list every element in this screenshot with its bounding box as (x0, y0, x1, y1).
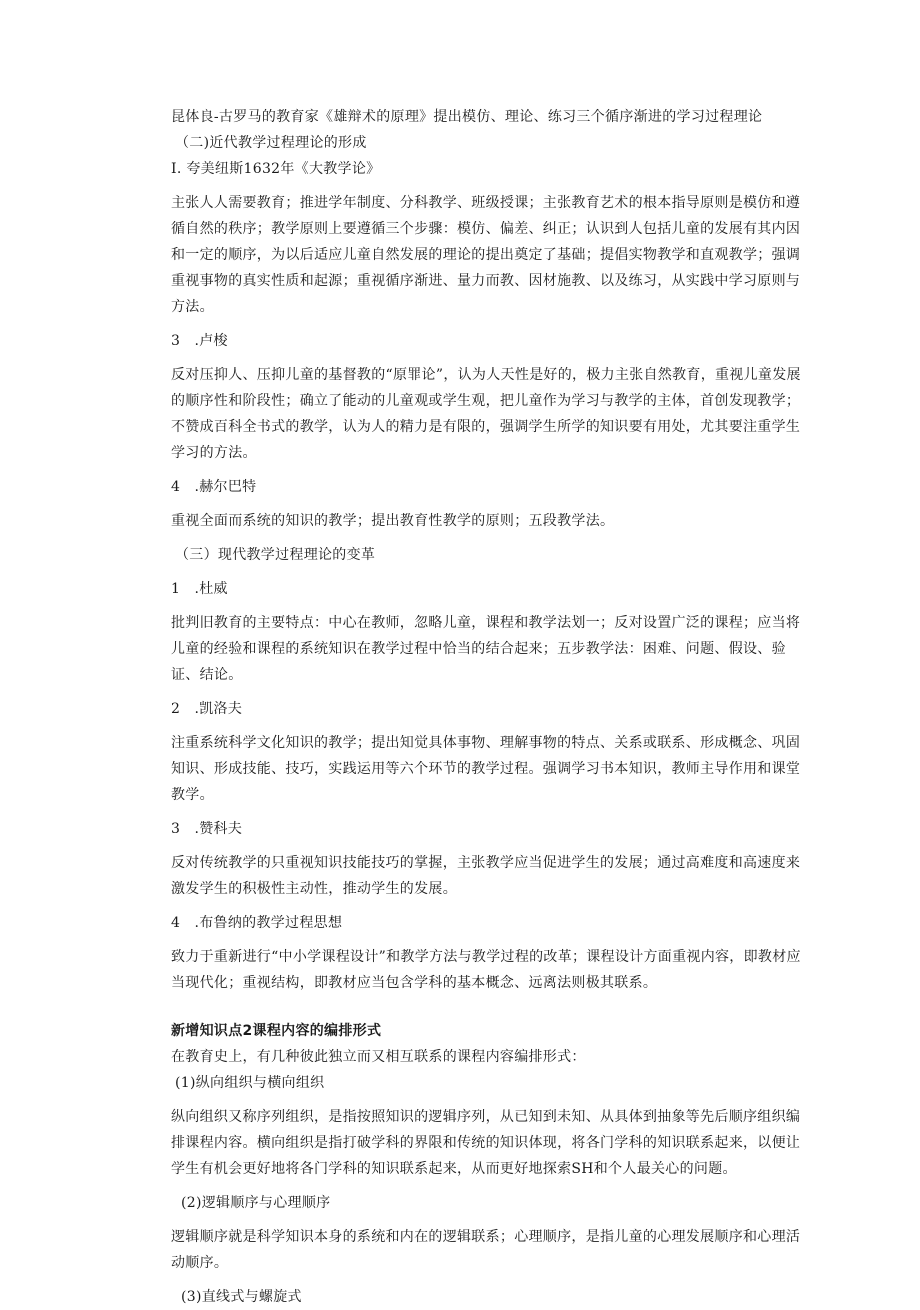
heading-zankov: 3 .赞科夫 (171, 821, 243, 837)
paragraph-intro: 在教育史上，有几种彼此独立而又相互联系的课程内容编排形式： (171, 1049, 586, 1065)
heading-contemporary-theory: （三）现代教学过程理论的变革 (175, 547, 376, 563)
paragraph-logical-psychological: 逻辑顺序就是科学知识本身的系统和内在的逻辑联系；心理顺序，是指儿童的心理发展顺序和心理活动顺序。 (171, 1229, 801, 1271)
paragraph-dewey: 批判旧教育的主要特点：中心在教师，忽略儿童，课程和教学法划一；反对设置广泛的课程；应当将儿童的经验和课程的系统知识在教学过程中恰当的结合起来；五步教学法：困难、问题、假设、验证、结论。 (171, 615, 801, 683)
heading-bruner: 4 .布鲁纳的教学过程思想 (171, 915, 343, 931)
heading-comenius: I. 夸美纽斯1632年《大教学论》 (171, 161, 381, 177)
heading-herbart: 4 .赫尔巴特 (171, 479, 257, 495)
paragraph-kairov: 注重系统科学文化知识的教学；提出知觉具体事物、理解事物的特点、关系或联系、形成概念、巩固知识、形成技能、技巧，实践运用等六个环节的教学过程。强调学习书本知识，教师主导作用和课堂教学。 (171, 735, 801, 803)
paragraph-vertical-horizontal: 纵向组织又称序列组织，是指按照知识的逻辑序列，从已知到未知、从具体到抽象等先后顺序组织编排课程内容。横向组织是指打破学科的界限和传统的知识体现，将各门学科的知识联系起来，以便让学生有机会更好地将各门学科的知识联系起来，从而更好地探索SH和个人最关心的问题。 (171, 1109, 801, 1177)
paragraph-zankov: 反对传统教学的只重视知识技能技巧的掌握，主张教学应当促进学生的发展；通过高难度和高速度来激发学生的积极性主动性，推动学生的发展。 (171, 855, 801, 897)
heading-kairov: 2 .凯洛夫 (171, 701, 243, 717)
section-heading-new-point: 新增知识点2课程内容的编排形式 (171, 1023, 382, 1039)
paragraph-quintilian: 昆体良-古罗马的教育家《雄辩术的原理》提出模仿、理论、练习三个循序渐进的学习过程理论 (171, 109, 763, 125)
paragraph-bruner: 致力于重新进行“中小学课程设计”和教学方法与教学过程的改革；课程设计方面重视内容，即教材应当现代化；重视结构，即教材应当包含学科的基本概念、远离法则极其联系。 (171, 949, 801, 991)
heading-logical-psychological: (2)逻辑顺序与心理顺序 (181, 1195, 331, 1211)
heading-rousseau: 3 .卢梭 (171, 333, 228, 349)
paragraph-rousseau: 反对压抑人、压抑儿童的基督教的“原罪论”，认为人天性是好的，极力主张自然教育，重视儿童发展的顺序性和阶段性；确立了能动的儿童观或学生观，把儿童作为学习与教学的主体，首创发现教学；不赞成百科全书式的教学，认为人的精力是有限的，强调学生所学的知识要有用处，尤其要注重学生学习的方法。 (171, 367, 801, 461)
document-body (171, 104, 811, 1310)
paragraph-herbart: 重视全面而系统的知识的教学；提出教育性教学的原则；五段教学法。 (171, 513, 615, 529)
heading-linear-spiral: (3)直线式与螺旋式 (181, 1289, 302, 1305)
heading-vertical-horizontal: (1)纵向组织与横向组织 (175, 1075, 325, 1091)
heading-modern-theory: （二)近代教学过程理论的形成 (175, 135, 367, 151)
heading-dewey: 1 .杜威 (171, 581, 228, 597)
paragraph-comenius: 主张人人需要教育；推进学年制度、分科教学、班级授课；主张教育艺术的根本指导原则是模仿和遵循自然的秩序；教学原则上要遵循三个步骤：模仿、偏差、纠正；认识到人包括儿童的发展有其内因和一定的顺序，为以后适应儿童自然发展的理论的提出奠定了基础；提倡实物教学和直观教学；强调重视事物的真实性质和起源；重视循序渐进、量力而教、因材施教、以及练习，从实践中学习原则与方法。 (171, 195, 801, 315)
